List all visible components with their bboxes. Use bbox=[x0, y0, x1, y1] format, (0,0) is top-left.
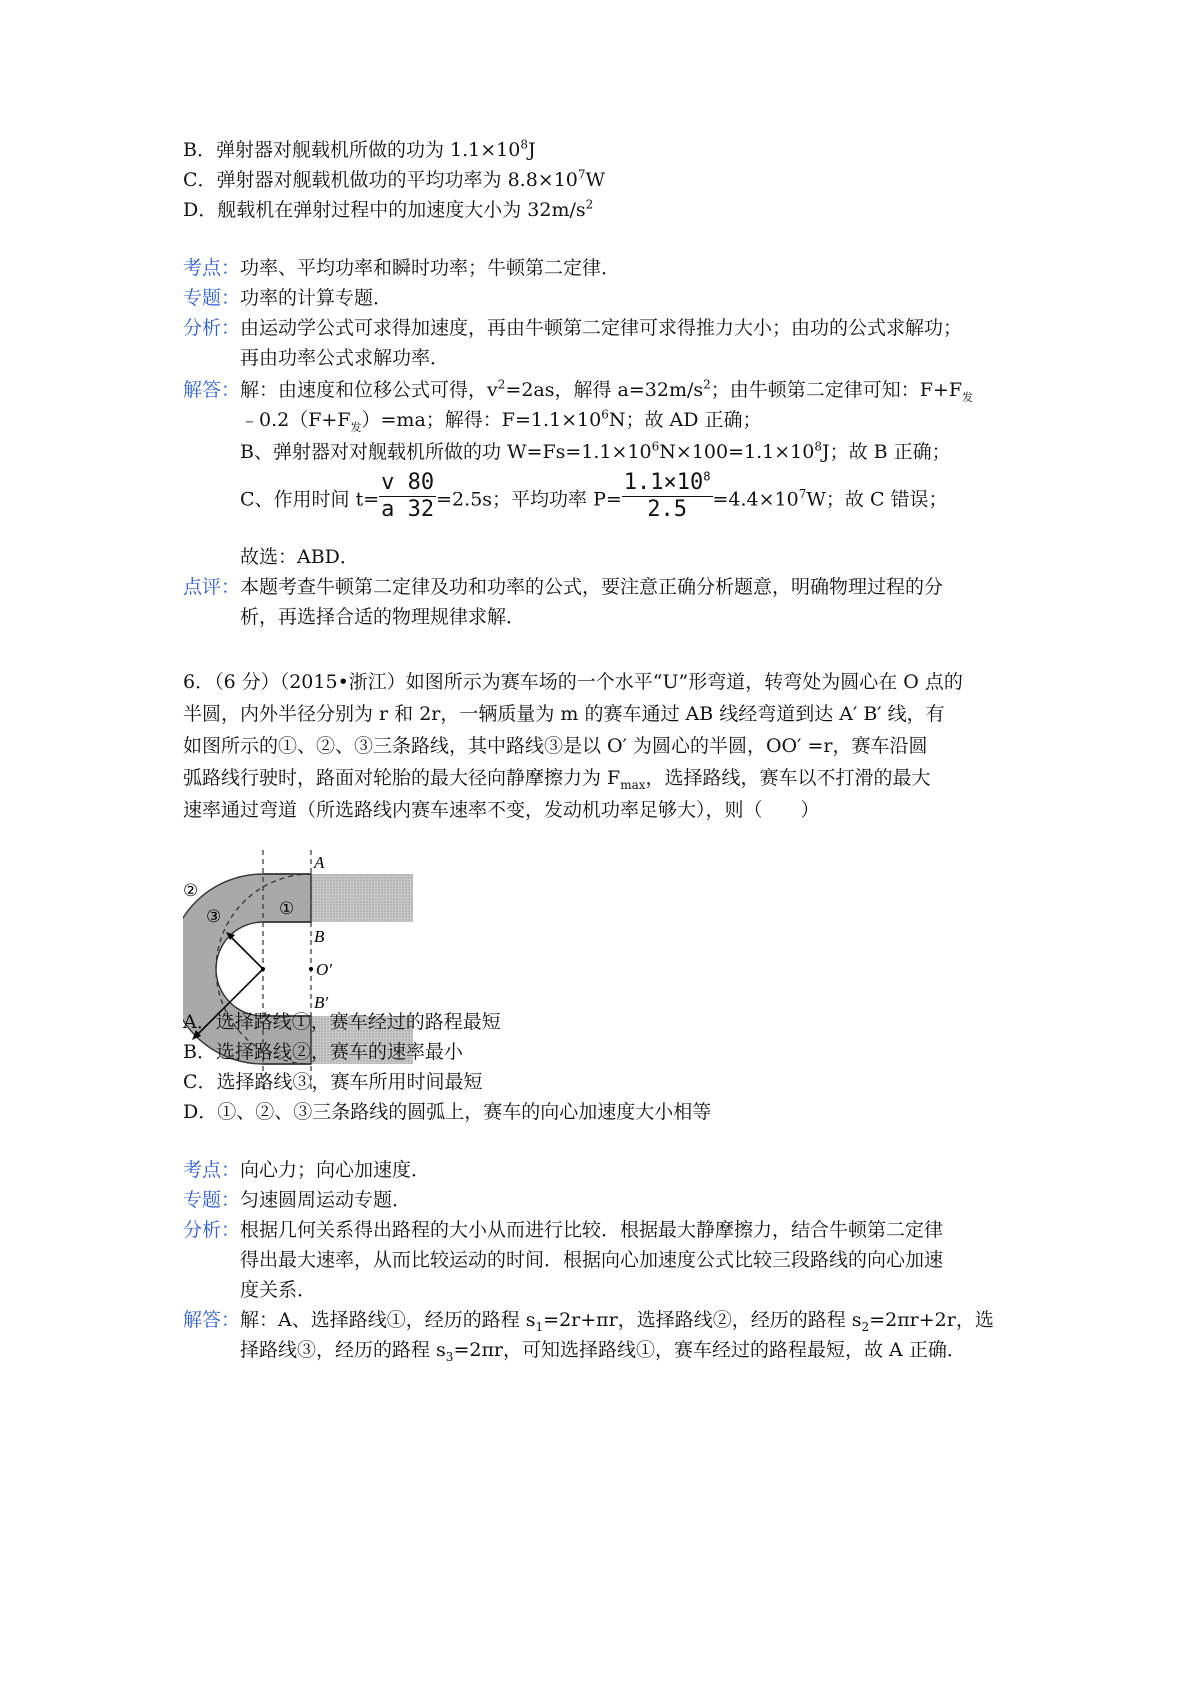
label-jieda: 解答： bbox=[183, 379, 241, 401]
q6-option-a: A．选择路线①，赛车经过的路程最短 bbox=[183, 1011, 501, 1033]
q6-fenxi: 分析：根据几何关系得出路程的大小从而进行比较．根据最大静摩擦力，结合牛顿第二定律 bbox=[183, 1219, 944, 1241]
label-b: B bbox=[314, 927, 325, 946]
label-fenxi: 分析： bbox=[183, 1219, 241, 1241]
q5-kaodian: 考点：功率、平均功率和瞬时功率；牛顿第二定律． bbox=[183, 257, 621, 279]
q5-jieda-line3: B、弹射器对对舰载机所做的功 $W=Fs=1.1\times 10^6N\times 100=1.1\times 10^8J$；故 B 正确； bbox=[240, 439, 951, 463]
q6-option-c: C．选择路线③，赛车所用时间最短 bbox=[183, 1071, 483, 1093]
q6-stem-line5: 速率通过弯道（所选路线内赛车速率不变，发动机功率足够大），则（ ） bbox=[183, 799, 820, 821]
q5-jieda-line2: $﹣0.2(F+F_发)=ma$；解得：$F=1.1\times 10^6N$；故 AD 正确； bbox=[240, 407, 762, 434]
label-o-prime: O′ bbox=[316, 960, 332, 979]
label-jieda: 解答： bbox=[183, 1309, 241, 1331]
q5-jieda: 解答：解：由速度和位移公式可得，$v^2=2as$，解得 $a=32m/s^2$；由牛顿第二定律可知：$F+F_发$ bbox=[183, 377, 974, 404]
q5-jieda-line5: 故选：ABD． bbox=[240, 546, 359, 568]
q5-zhuanti: 专题：功率的计算专题． bbox=[183, 287, 393, 309]
label-zhuanti: 专题： bbox=[183, 1189, 241, 1211]
q5-dianping-cont: 析，再选择合适的物理规律求解． bbox=[240, 606, 526, 628]
q5-jieda-line4: C、作用时间 t= $\frac{v 80}{a 32}$ =2.5s；平均功率 P= $\frac{1.1\times 10^8}{2.5}$ $=4.4\times 10^7W$；故 C 错误； bbox=[240, 469, 948, 522]
q6-jieda: 解答：解：A、选择路线①，经历的路程 $s_1=2r+\pi r$，选择路线②，经历的路程 $s_2=2\pi r+2r$，选 bbox=[183, 1309, 994, 1334]
q6-fenxi-cont1: 得出最大速率，从而比较运动的时间．根据向心加速度公式比较三段路线的向心加速 bbox=[240, 1249, 944, 1271]
label-kaodian: 考点： bbox=[183, 1159, 241, 1181]
fraction-p: $\frac{1.1\times 10^8}{2.5}$ bbox=[623, 469, 711, 522]
q5-dianping: 点评：本题考查牛顿第二定律及功和功率的公式，要注意正确分析题意，明确物理过程的分 bbox=[183, 576, 944, 598]
label-route-2: ② bbox=[183, 881, 199, 901]
label-kaodian: 考点： bbox=[183, 257, 241, 279]
q5-fenxi: 分析：由运动学公式可求得加速度，再由牛顿第二定律可求得推力大小；由功的公式求解功； bbox=[183, 317, 963, 339]
q5-fenxi-cont: 再由功率公式求解功率． bbox=[240, 347, 450, 369]
label-b-prime: B′ bbox=[314, 993, 329, 1012]
q5-option-c: C．弹射器对舰载机做功的平均功率为 $8.8\times 10^7W$ bbox=[183, 167, 606, 191]
label-a: A bbox=[314, 853, 325, 872]
q6-stem-line2: 半圆，内外半径分别为 r 和 2r，一辆质量为 m 的赛车通过 AB 线经弯道到达 A′ B′ 线，有 bbox=[183, 703, 945, 725]
q6-option-b: B．选择路线②，赛车的速率最小 bbox=[183, 1041, 463, 1063]
q5-option-b: B．弹射器对舰载机所做的功为 $1.1\times 10^8J$ bbox=[183, 137, 536, 161]
q6-stem-line1: 6．（6 分）（2015•浙江）如图所示为赛车场的一个水平“U”形弯道，转弯处为圆心在 O 点的 bbox=[183, 671, 963, 693]
q6-stem-line3: 如图所示的①、②、③三条路线，其中路线③是以 O′ 为圆心的半圆，OO′ =r，赛车沿圆 bbox=[183, 735, 928, 757]
label-zhuanti: 专题： bbox=[183, 287, 241, 309]
q6-fenxi-cont2: 度关系． bbox=[240, 1279, 317, 1301]
label-dianping: 点评： bbox=[183, 576, 241, 598]
label-route-3: ③ bbox=[206, 907, 222, 927]
upper-straight bbox=[311, 874, 413, 922]
q6-zhuanti: 专题：匀速圆周运动专题． bbox=[183, 1189, 412, 1211]
q6-stem-line4: 弧路线行驶时，路面对轮胎的最大径向静摩擦力为 $F_{max}$，选择路线，赛车以不打滑的最大 bbox=[183, 767, 931, 792]
q6-option-d: D．①、②、③三条路线的圆弧上，赛车的向心加速度大小相等 bbox=[183, 1101, 712, 1123]
q6-kaodian: 考点：向心力；向心加速度． bbox=[183, 1159, 431, 1181]
q5-option-d: D．舰载机在弹射过程中的加速度大小为 $32m/s^2$ bbox=[183, 197, 594, 221]
label-fenxi: 分析： bbox=[183, 317, 241, 339]
label-route-1: ① bbox=[279, 899, 295, 919]
fraction-t: $\frac{v 80}{a 32}$ bbox=[381, 470, 435, 522]
q6-jieda-cont: 择路线③，经历的路程 $s_3=2\pi r$，可知选择路线①，赛车经过的路程最短，故 A 正确． bbox=[240, 1339, 966, 1364]
